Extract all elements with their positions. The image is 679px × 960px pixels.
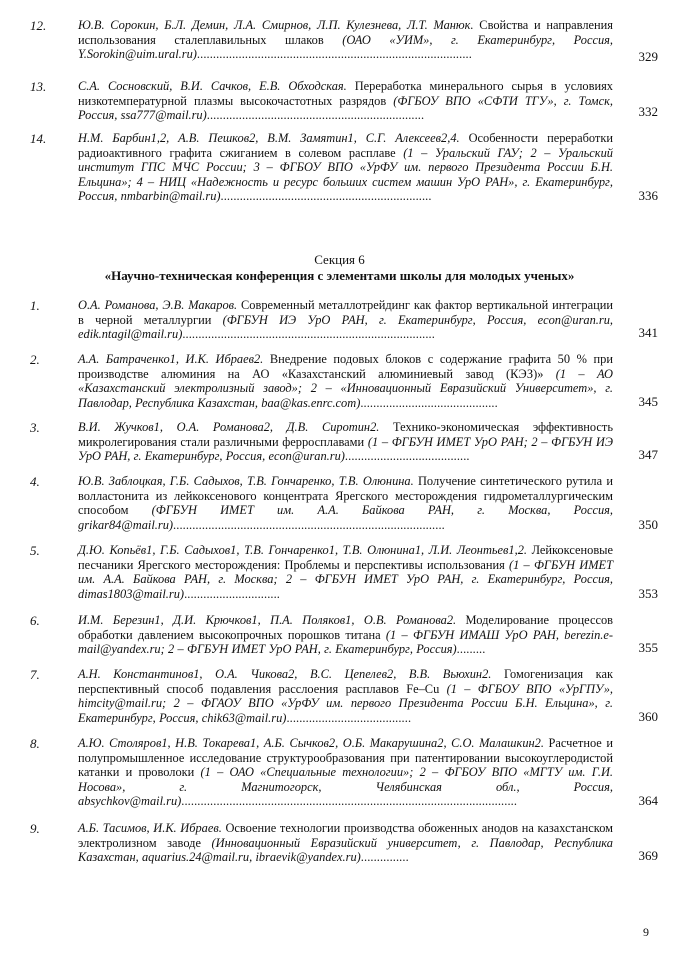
entry-number: 1.	[30, 298, 40, 313]
entry-authors: А.Н. Константинов1, О.А. Чикова2, В.С. Цепелев2, В.В. Вьюхин2.	[78, 667, 492, 681]
section-label: Секция 6	[314, 252, 365, 267]
entry-organization: (ОАО «УИМ», г. Екатеринбург, Россия, Y.Sorokin@uim.ural.ru)	[78, 32, 614, 62]
entry-authors: О.А. Романова, Э.В. Макаров.	[78, 298, 238, 312]
entry-text	[78, 474, 613, 532]
entry-organization: (ФГБОУ ВПО «СФТИ ТГУ», г. Томск, Россия, ssa777@mail.ru)	[78, 93, 613, 123]
entry-title: Внедрение подовых блоков с содержание графита 50 % при производстве алюминия на АО «Казахстанский алюминиевый завод (КЭЗ)»	[78, 352, 614, 381]
entry-organization: (1 – ОАО «Специальные технологии»; 2 – ФГБОУ ВПО «МГТУ им. Г.И. Носова», г. Магнитогорск, Челябинская обл., Россия, absychkov@mail.ru)	[78, 765, 613, 809]
entry-organization: (1 – ФГБУН ИМЕТ им. А.А. Байкова РАН, г. Москва; 2 – ФГБУН ИМЕТ УрО РАН, г. Екатеринбург, Россия, dimas1803@mail.ru)	[78, 557, 613, 601]
entry-page: 369	[638, 848, 658, 863]
entry-title: Технико-экономическая эффективность микролегирования стали различными ферросплавами	[78, 420, 613, 449]
entry-page: 345	[638, 394, 658, 409]
entry-number: 2.	[30, 352, 40, 367]
entry-text	[78, 79, 613, 123]
entry-leader-dots: ...............	[360, 850, 409, 865]
entry-text	[78, 667, 613, 725]
entry-leader-dots: .......................................	[286, 710, 412, 725]
entry-authors: А.Ю. Столяров1, Н.В. Токарева1, А.Б. Сычков2, О.Б. Макарушина2, С.О. Малашкин2.	[78, 736, 544, 750]
entry-authors: Ю.В. Заблоцкая, Г.Б. Садыхов, Т.В. Гончаренко, Т.В. Олюнина.	[78, 474, 414, 488]
entry-authors: Н.М. Барбин1,2, А.В. Пешков2, В.М. Замятин1, С.Г. Алексеев2,4.	[78, 131, 460, 145]
entry-organization: (1 – ФГБУН ИМАШ УрО РАН, berezin.e-mail@yandex.ru; 2 – ФГБУН ИМЕТ УрО РАН, г. Екатеринбург, Россия)	[78, 627, 613, 657]
entry-number: 4.	[30, 474, 40, 489]
page-number: 9	[643, 925, 649, 939]
entry-title: Расчетное и полупромышленное исследование структурообразования при патентировании высокоуглеродистой катанки и проволоки	[78, 736, 613, 780]
entry-leader-dots: ......................................................................................	[196, 47, 472, 62]
entry-page: 350	[638, 517, 658, 532]
entry-text	[78, 298, 613, 342]
entry-page: 332	[638, 104, 658, 119]
entry-text	[78, 352, 613, 410]
entry-number: 5.	[30, 543, 40, 558]
entry-organization: (Инновационный Евразийский университет, г. Павлодар, Республика Казахстан, aquarius.24@mail.ru, ibraevik@yandex.ru)	[78, 835, 613, 865]
entry-text	[78, 613, 613, 657]
entry-leader-dots: ....................................................................	[206, 108, 425, 123]
entry-title: Освоение технологии производства обоженных анодов на казахстанском электролизном заводе	[78, 821, 613, 850]
entry-leader-dots: ...............................................................................	[182, 327, 435, 342]
entry-page: 353	[638, 586, 658, 601]
entry-page: 329	[638, 49, 658, 64]
entry-number: 13.	[30, 79, 47, 94]
entry-organization: (1 – Уральский ГАУ; 2 – Уральский институт ГПС МЧС России; 3 – ФГБОУ ВПО «УрФУ им. первого Президента России Б.Н. Ельцина»; 4 – НИЦ «Надежность и ресурс больших систем машин УрО РАН», г. Екатеринбург, Россия, nmbarbin@mail.ru)	[78, 145, 613, 204]
entry-number: 7.	[30, 667, 40, 682]
entry-title: Современный металлотрейдинг как фактор вертикальной интеграции в черной металлургии	[78, 298, 613, 327]
entry-page: 364	[638, 793, 658, 808]
entry-title: Получение синтетического рутила и волластонита из лейкоксенового концентрата Ярегского месторождения гидрометаллургическим способом	[78, 474, 613, 518]
entry-number: 3.	[30, 420, 40, 435]
entry-title: Переработка минерального сырья в условиях низкотемпературной плазмы высокочастотных разрядов	[78, 79, 613, 108]
entry-organization: (ФГБУН ИМЕТ им. А.А. Байкова РАН, г. Москва, Россия, grikar84@mail.ru)	[78, 503, 614, 532]
entry-text	[78, 420, 613, 464]
entry-text	[78, 131, 613, 204]
entry-authors: А.Б. Тасимов, И.К. Ибраев.	[78, 821, 222, 835]
entry-organization: (1 – ФГБОУ ВПО «УрГПУ», himcity@mail.ru; 2 – ФГАОУ ВПО «УрФУ им. первого Президента России Б.Н. Ельцина», г. Екатеринбург, Россия, chik63@mail.ru)	[78, 681, 613, 725]
entry-title: Свойства и направления использования сталеплавильных шлаков	[78, 18, 613, 47]
entry-leader-dots: ..................................................................	[220, 189, 432, 204]
entry-page: 360	[638, 709, 658, 724]
entry-authors: Д.Ю. Копьёв1, Г.Б. Садыхов1, Т.В. Гончаренко1, Т.В. Олюнина1, Л.И. Леонтьев1,2.	[78, 543, 527, 557]
entry-number: 12.	[30, 18, 47, 33]
entry-text	[78, 18, 613, 62]
entry-number: 6.	[30, 613, 40, 628]
entry-organization: (1 – ФГБУН ИМЕТ УрО РАН; 2 – ФГБУН ИЭ УрО РАН, г. Екатеринбург, Россия, econ@uran.ru)	[78, 434, 613, 464]
entry-text	[78, 821, 613, 865]
entry-title: Лейкоксеновые песчаники Ярегского месторождения: Проблемы и перспективы использования	[78, 543, 613, 572]
entry-page: 336	[638, 188, 658, 203]
entry-authors: В.И. Жучков1, О.А. Романова2, Д.В. Сиротин2.	[78, 420, 380, 434]
entry-organization: (ФГБУН ИЭ УрО РАН, г. Екатеринбург, Россия, econ@uran.ru, edik.ntagil@mail.ru)	[78, 312, 613, 342]
entry-title: Особенности переработки радиоактивного графита сжиганием в солевом расплаве	[78, 131, 613, 160]
entry-number: 9.	[30, 821, 40, 836]
entry-leader-dots: .....................................................................................	[173, 517, 445, 532]
entry-authors: С.А. Сосновский, В.И. Сачков, Е.В. Обходская.	[78, 79, 347, 93]
entry-leader-dots: .........................................................................................................	[181, 794, 518, 809]
entry-leader-dots: .........	[456, 642, 486, 657]
entry-leader-dots: .......................................	[344, 449, 470, 464]
entry-authors: А.А. Батраченко1, И.К. Ибраев2.	[78, 352, 264, 366]
section-title: «Научно-техническая конференция с элементами школы для молодых ученых»	[104, 268, 575, 283]
entry-page: 341	[638, 325, 658, 340]
entry-number: 14.	[30, 131, 47, 146]
entry-text	[78, 736, 613, 809]
entry-page: 355	[638, 640, 658, 655]
entry-page: 347	[638, 447, 658, 462]
entry-organization: (1 – АО «Казахстанский электролизный завод»; 2 – «Инновационный Евразийский Университет», г. Павлодар, Республика Казахстан, baa@kas.enrc.com)	[78, 366, 613, 410]
entry-title: Моделирование процессов обработки давлением высокопрочных порошков титана	[78, 613, 613, 642]
entry-number: 8.	[30, 736, 40, 751]
entry-text	[78, 543, 613, 601]
entry-leader-dots: ..............................	[184, 586, 280, 601]
entry-authors: Ю.В. Сорокин, Б.Л. Демин, Л.А. Смирнов, Л.П. Кулезнева, Л.Т. Манюк.	[78, 18, 474, 32]
entry-title: Гомогенизация как перспективный способ подавления расслоения расплавов Fe–Cu	[78, 667, 613, 696]
entry-authors: И.М. Березин1, Д.И. Крючков1, П.А. Поляков1, О.В. Романова2.	[78, 613, 457, 627]
entry-leader-dots: ...........................................	[360, 395, 498, 410]
